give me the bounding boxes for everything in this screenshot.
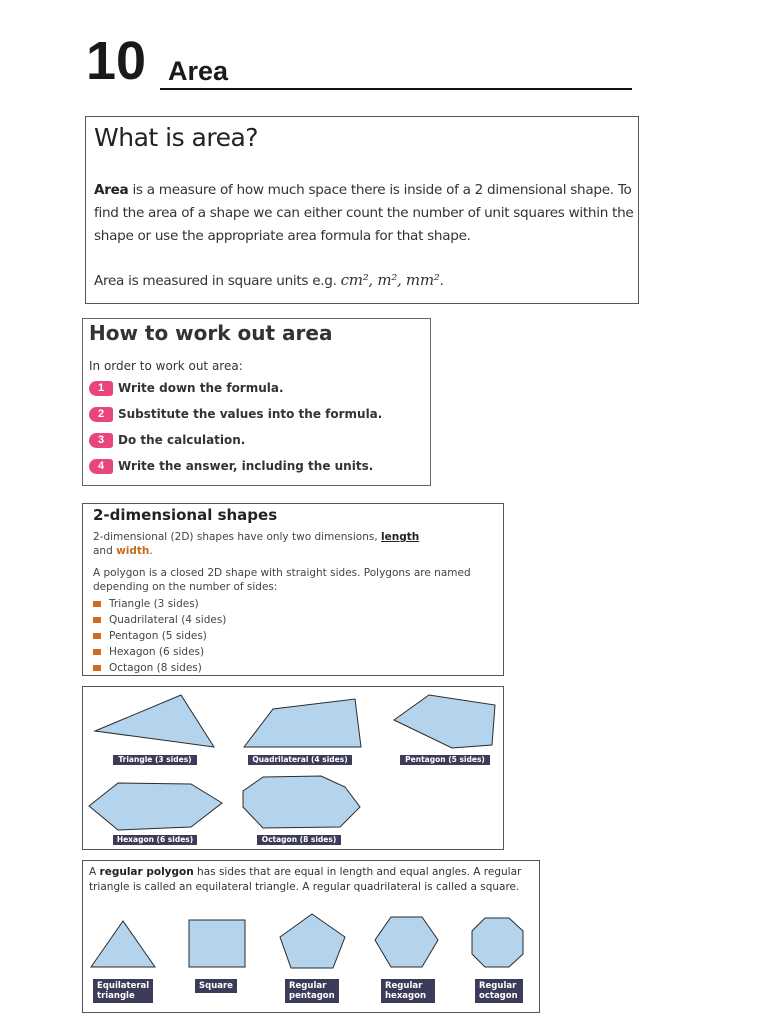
regular-polygons-box <box>82 860 540 1013</box>
bullet-text: Hexagon (6 sides) <box>109 646 205 658</box>
two-d-shapes-box <box>82 503 504 676</box>
area-units-line <box>94 271 444 289</box>
shape-label: Quadrilateral (4 sides) <box>248 755 352 765</box>
quadrilateral-shape <box>244 699 361 747</box>
step-1 <box>89 380 284 396</box>
bullet-item <box>93 630 207 642</box>
bullet-item <box>93 662 202 674</box>
step-badge: 1 <box>89 381 113 396</box>
regular-label-line2: octagon <box>479 991 518 1001</box>
regular-octagon-shape <box>472 918 523 967</box>
regular-polygon-term: regular polygon <box>99 866 194 878</box>
step-text: Substitute the values into the formula. <box>118 407 383 421</box>
step-text: Write down the formula. <box>118 381 284 395</box>
regular-label-line1: Regular <box>479 981 517 991</box>
regular-label <box>475 979 523 1003</box>
regular-label <box>381 979 435 1003</box>
two-d-p1-end: . <box>149 545 153 557</box>
regular-pentagon-shape <box>280 914 345 968</box>
regular-label-line2: triangle <box>97 991 135 1001</box>
title-underline <box>160 88 632 90</box>
shape-label: Pentagon (5 sides) <box>400 755 490 765</box>
regular-label-line1: Square <box>199 981 233 991</box>
bullet-item <box>93 598 199 610</box>
polygon-definition: A polygon is a closed 2D shape with straight sides. Polygons are named depending on the number of sides: <box>93 567 471 593</box>
regular-p-rest: has sides that are equal in length and equal angles. A regular triangle is called an equilateral triangle. A regular quadrilateral is called a square. <box>89 866 522 893</box>
regular-hexagon-shape <box>375 917 438 967</box>
regular-label-line2: pentagon <box>289 991 335 1001</box>
bullet-item <box>93 646 204 658</box>
two-d-heading: 2-dimensional shapes <box>93 506 278 524</box>
bullet-square-icon <box>93 617 101 623</box>
polygon-examples-box <box>82 686 504 850</box>
triangle-shape <box>95 695 214 747</box>
regular-label <box>195 979 237 993</box>
step-2 <box>89 406 382 422</box>
square-shape <box>189 920 245 967</box>
shape-label: Hexagon (6 sides) <box>113 835 197 845</box>
octagon-shape <box>243 776 360 828</box>
bullet-text: Triangle (3 sides) <box>109 598 199 610</box>
area-definition-text: is a measure of how much space there is inside of a 2 dimensional shape. To find the area of a shape we can either count the number of unit squares within the shape or use the appropriate area formula for that shape. <box>94 182 634 244</box>
bullet-square-icon <box>93 633 101 639</box>
shape-label: Octagon (8 sides) <box>257 835 341 845</box>
bullet-item <box>93 614 226 626</box>
step-4 <box>89 458 373 474</box>
bullet-text: Quadrilateral (4 sides) <box>109 614 227 626</box>
regular-label <box>93 979 153 1003</box>
step-badge: 4 <box>89 459 113 474</box>
bullet-square-icon <box>93 665 101 671</box>
regular-label-line2: hexagon <box>385 991 427 1001</box>
equilateral-triangle-shape <box>91 921 155 967</box>
pentagon-shape <box>394 695 495 748</box>
area-units-end: . <box>439 273 444 289</box>
bullet-square-icon <box>93 649 101 655</box>
step-badge: 3 <box>89 433 113 448</box>
shape-label: Triangle (3 sides) <box>113 755 197 765</box>
chapter-number: 10 <box>86 31 147 91</box>
two-d-dimensions-text <box>93 530 493 558</box>
chapter-title: Area <box>168 56 229 86</box>
two-d-p1-start: 2-dimensional (2D) shapes have only two dimensions, <box>93 531 381 543</box>
length-term: length <box>381 531 420 543</box>
area-units-math: cm², m², mm² <box>340 271 440 289</box>
what-is-area-box <box>85 116 639 304</box>
step-text: Do the calculation. <box>118 433 246 447</box>
two-d-p1-and: and <box>93 545 117 557</box>
regular-label-line1: Regular <box>289 981 327 991</box>
step-3 <box>89 432 245 448</box>
bullet-square-icon <box>93 601 101 607</box>
step-text: Write the answer, including the units. <box>118 459 374 473</box>
width-term: width <box>116 545 150 557</box>
how-to-heading: How to work out area <box>89 321 333 345</box>
regular-label <box>285 979 339 1003</box>
polygon-examples-figure <box>83 687 503 849</box>
bullet-text: Pentagon (5 sides) <box>109 630 207 642</box>
area-definition <box>94 179 634 248</box>
step-badge: 2 <box>89 407 113 422</box>
area-units-intro: Area is measured in square units e.g. <box>94 273 341 289</box>
hexagon-shape <box>89 783 222 830</box>
regular-p-start: A <box>89 866 100 878</box>
how-to-box <box>82 318 431 486</box>
regular-label-line1: Regular <box>385 981 423 991</box>
what-is-area-heading: What is area? <box>94 123 259 152</box>
how-to-intro: In order to work out area: <box>89 359 243 373</box>
bullet-text: Octagon (8 sides) <box>109 662 202 674</box>
area-term: Area <box>94 182 129 198</box>
regular-label-line1: Equilateral <box>97 981 150 991</box>
